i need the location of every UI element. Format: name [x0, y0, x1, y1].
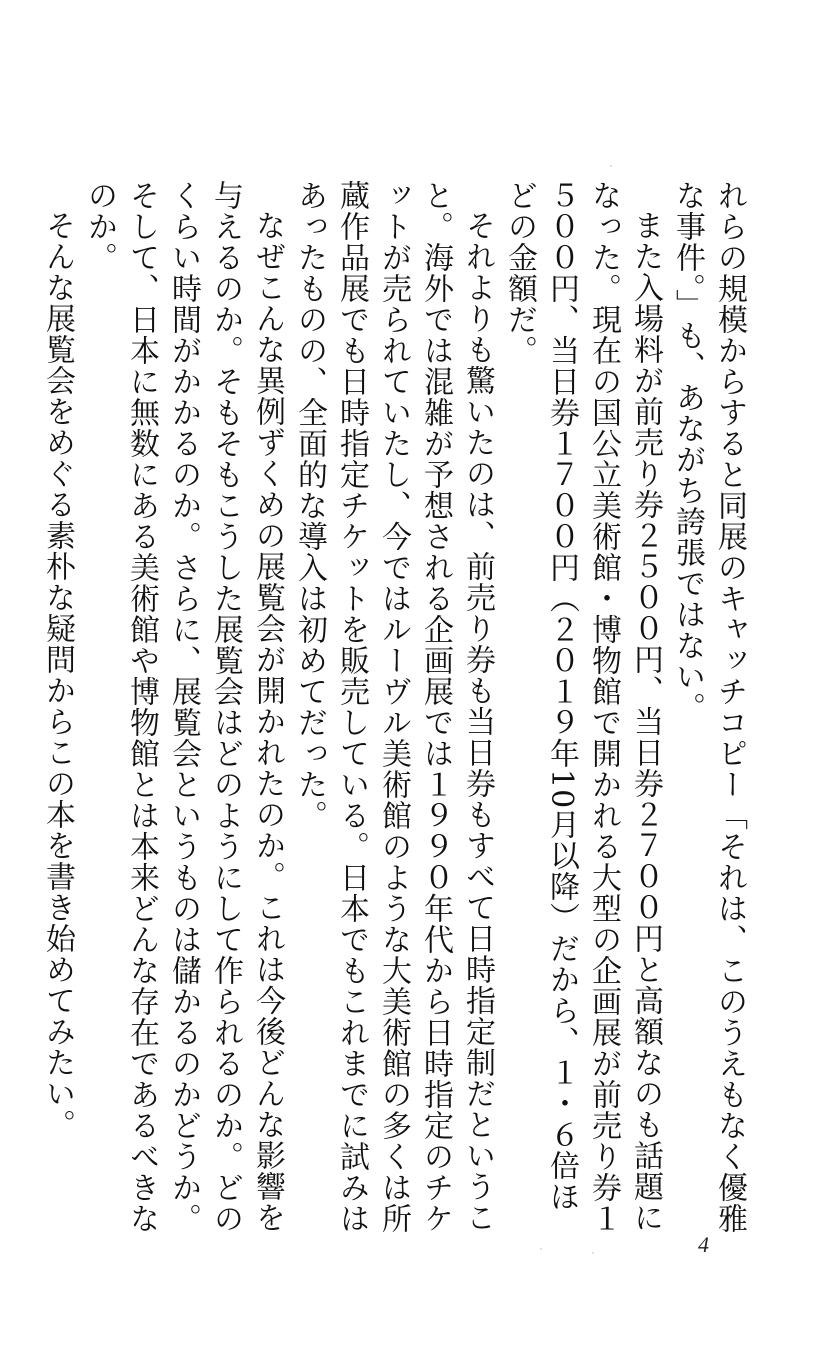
scan-speck	[592, 1252, 594, 1254]
scan-speck	[610, 165, 612, 167]
paragraph: なぜこんな異例ずくめの展覧会が開かれたのか。これは今後どんな影響を与えるのか。そもそもこうした展覧会はどのようにして作られるのか。どのくらい時間がかかるのか。さらに、展覧会というものは儲かるのかどうか。そして、日本に無数にある美術館や博物館とは本来どんな存在であるべきなのか。	[82, 180, 285, 1234]
paragraph: そんな展覧会をめぐる素朴な疑問からこの本を書き始めてみたい。	[40, 210, 75, 1140]
page-number: 4	[698, 1232, 709, 1257]
scan-speck	[540, 1248, 542, 1250]
body-text	[40, 180, 750, 1240]
paragraph: それよりも驚いたのは、前売り券も当日券もすべて日時指定制だということ。海外では混雑が予想される企画展では１９９０年代から日時指定のチケットが売られていたし、今ではルーヴル美術館のような大美術館の多くは所蔵作品展でも日時指定チケットを販売している。日本でもこれまでに試みはあったものの、全面的な導入は初めてだった。	[292, 180, 495, 1234]
paragraph: また入場料が前売り券２５００円、当日券２７００円と高額なのも話題になった。現在の国公立美術館・博物館で開かれる大型の企画展が前売り券１５００円、当日券１７００円（２０１９年10月以降）だから、１・６倍ほどの金額だ。	[502, 180, 663, 1234]
paragraph: れらの規模からすると同展のキャッチコピー「それは、このうえもなく優雅な事件。」も、あながち誇張ではない。	[670, 180, 747, 1234]
